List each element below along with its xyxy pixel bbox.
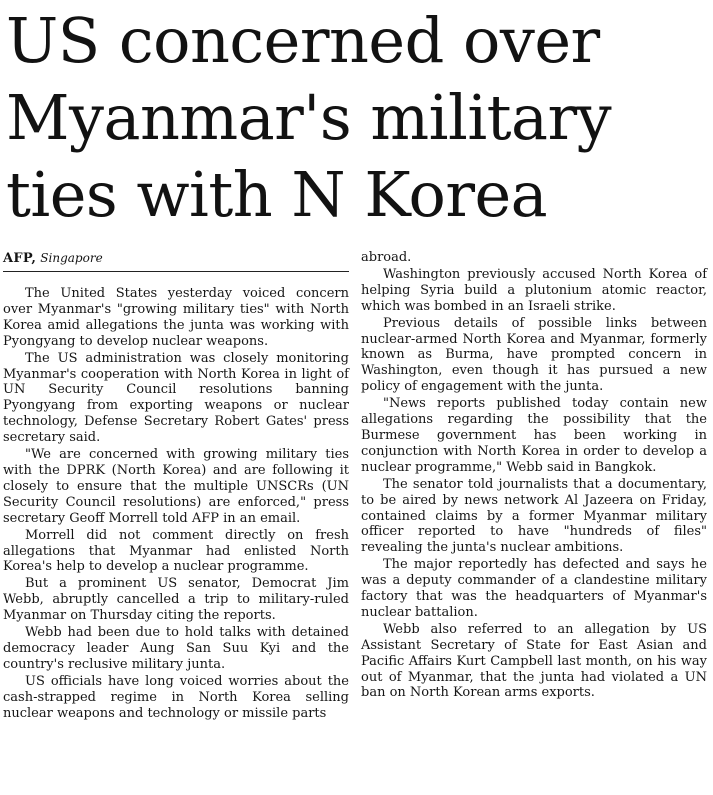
byline [3, 250, 349, 272]
headline-line-2: Myanmar's military [6, 81, 612, 154]
article-paragraph: US officials have long voiced worries about the cash-strapped regime in North Korea selling nuclear weapons and technology or missile parts [3, 673, 349, 721]
article-paragraph: Morrell did not comment directly on fresh allegations that Myanmar had enlisted North Korea's help to develop a nuclear programme. [3, 527, 349, 575]
article-column-right [361, 250, 707, 701]
byline-place: Singapore [40, 251, 103, 265]
article-paragraph: Webb also referred to an allegation by US Assistant Secretary of State for East Asian and Pacific Affairs Kurt Campbell last month, on his way out of Myanmar, that the junta had violated a UN ban on North Korean arms exports. [361, 621, 707, 701]
article-paragraph: Washington previously accused North Korea of helping Syria build a plutonium atomic reactor, which was bombed in an Israeli strike. [361, 266, 707, 314]
article-paragraph: "We are concerned with growing military ties with the DPRK (North Korea) and are following it closely to ensure that the multiple UNSCRs (UN Security Council resolutions) are enforced," press secretary Geoff Morrell told AFP in an email. [3, 447, 349, 526]
article-paragraph: But a prominent US senator, Democrat Jim Webb, abruptly cancelled a trip to military-ruled Myanmar on Thursday citing the reports. [3, 576, 349, 624]
headline [6, 2, 706, 233]
article-paragraph: The senator told journalists that a documentary, to be aired by news network Al Jazeera on Friday, contained claims by a former Myanmar military officer reported to have "hundreds of files" revealing the junta's nuclear ambitions. [361, 476, 707, 556]
headline-line-3: ties with N Korea [6, 158, 548, 231]
article-paragraph: The United States yesterday voiced concern over Myanmar's "growing military ties" with North Korea amid allegations the junta was working with Pyongyang to develop nuclear weapons. [3, 286, 349, 349]
article-paragraph: "News reports published today contain new allegations regarding the possibility that the Burmese government has been working in conjunction with North Korea in order to develop a nuclear programme," Webb said in Bangkok. [361, 396, 707, 475]
article-column-left [3, 250, 349, 721]
article-paragraph: The major reportedly has defected and says he was a deputy commander of a clandestine military factory that was the headquarters of Myanmar's nuclear battalion. [361, 557, 707, 620]
article-continuation: abroad. [361, 250, 412, 265]
byline-agency: AFP, [3, 251, 37, 266]
article-paragraph: Webb had been due to hold talks with detained democracy leader Aung San Suu Kyi and the country's reclusive military junta. [3, 625, 349, 672]
article-paragraph: The US administration was closely monitoring Myanmar's cooperation with North Korea in light of UN Security Council resolutions banning Pyongyang from exporting weapons or nuclear technology, Defense Secretary Robert Gates' press secretary said. [3, 350, 349, 446]
article-paragraph: Previous details of possible links between nuclear-armed North Korea and Myanmar, formerly known as Burma, have prompted concern in Washington, even though it has pursued a new policy of engagement with the junta. [361, 315, 707, 395]
headline-line-1: US concerned over [6, 4, 600, 77]
